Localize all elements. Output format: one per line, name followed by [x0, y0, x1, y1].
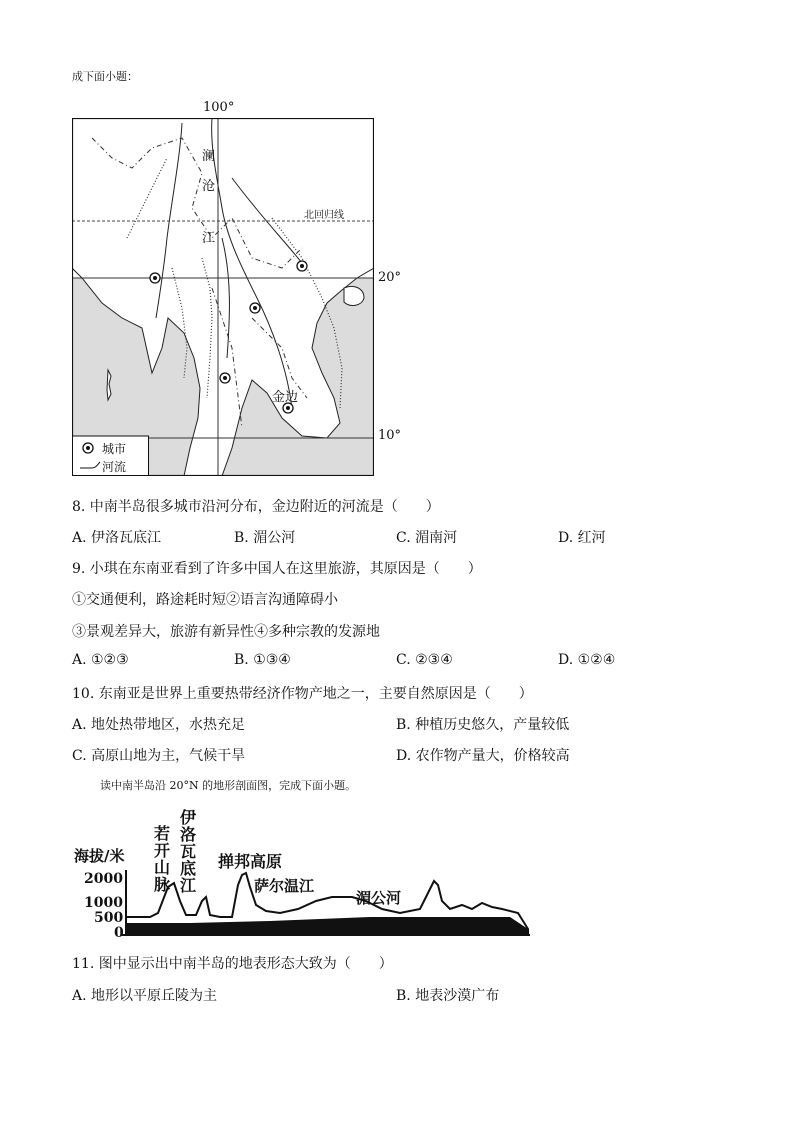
q9-option-c[interactable]: C. ②③④	[396, 652, 453, 668]
map-svg	[72, 118, 374, 476]
ytick-2000: 2000	[84, 871, 123, 887]
river-char-1: 澜	[202, 149, 216, 164]
profile-svg	[70, 805, 532, 940]
profile-intro: 读中南半岛沿 20°N 的地形剖面图，完成下面小题。	[100, 779, 357, 792]
label-mekong: 湄公河	[356, 889, 402, 907]
q9-statement-1: ①交通便利，路途耗时短②语言沟通障碍小	[72, 592, 338, 608]
tropic-label: 北回归线	[304, 210, 344, 221]
phnom-penh-label: 金边	[272, 390, 299, 405]
mekong-label	[202, 142, 215, 254]
legend-city-label: 城市	[102, 442, 127, 456]
q10-option-d[interactable]: D. 农作物产量大，价格较高	[396, 748, 570, 764]
q8-option-d[interactable]: D. 红河	[558, 530, 606, 546]
terrain-profile	[70, 805, 532, 940]
question-9-stem: 9. 小琪在东南亚看到了许多中国人在这里旅游，其原因是（ ）	[72, 561, 482, 577]
ytick-500: 500	[94, 910, 124, 926]
question-11-stem: 11. 图中显示出中南半岛的地表形态大致为（ ）	[72, 956, 393, 972]
q9-option-b[interactable]: B. ①③④	[234, 652, 291, 668]
ytick-0: 0	[114, 925, 124, 941]
q8-option-a[interactable]: A. 伊洛瓦底江	[72, 530, 162, 546]
river-char-2: 沧	[202, 179, 216, 194]
q9-option-d[interactable]: D. ①②④	[558, 652, 616, 668]
hainan-island	[344, 286, 364, 305]
q9-statement-2: ③景观差异大，旅游有新异性④多种宗教的发源地	[72, 624, 380, 640]
q10-option-a[interactable]: A. 地处热带地区，水热充足	[72, 717, 246, 733]
question-10-stem: 10. 东南亚是世界上重要热带经济作物产地之一，主要自然原因是（ ）	[72, 686, 533, 702]
q10-option-c[interactable]: C. 高原山地为主，气候干旱	[72, 748, 246, 764]
q8-option-c[interactable]: C. 湄南河	[396, 530, 458, 546]
label-salween: 萨尔温江	[254, 877, 315, 895]
q10-option-b[interactable]: B. 种植历史悠久，产量较低	[396, 717, 570, 733]
q11-option-b[interactable]: B. 地表沙漠广布	[396, 988, 500, 1004]
indochina-map	[72, 118, 374, 476]
label-ruokai-mountains: 若开山脉	[154, 824, 171, 894]
q11-option-a[interactable]: A. 地形以平原丘陵为主	[72, 988, 218, 1004]
q9-option-a[interactable]: A. ①②③	[72, 652, 129, 668]
question-8-stem: 8. 中南半岛很多城市沿河分布，金边附近的河流是（ ）	[72, 499, 440, 515]
label-shan-plateau: 掸邦高原	[218, 852, 283, 871]
river-char-3: 江	[202, 231, 216, 246]
longitude-label: 100°	[203, 100, 235, 115]
lat-10-label: 10°	[378, 428, 402, 443]
intro-text: 成下面小题：	[72, 70, 138, 83]
label-irrawaddy: 伊洛瓦底江	[180, 808, 197, 895]
lat-20-label: 20°	[378, 270, 402, 285]
legend-river-label: 河流	[102, 460, 127, 474]
ytick-1000: 1000	[84, 895, 123, 911]
profile-ylabel: 海拔/米	[74, 847, 125, 865]
q8-option-b[interactable]: B. 湄公河	[234, 530, 296, 546]
